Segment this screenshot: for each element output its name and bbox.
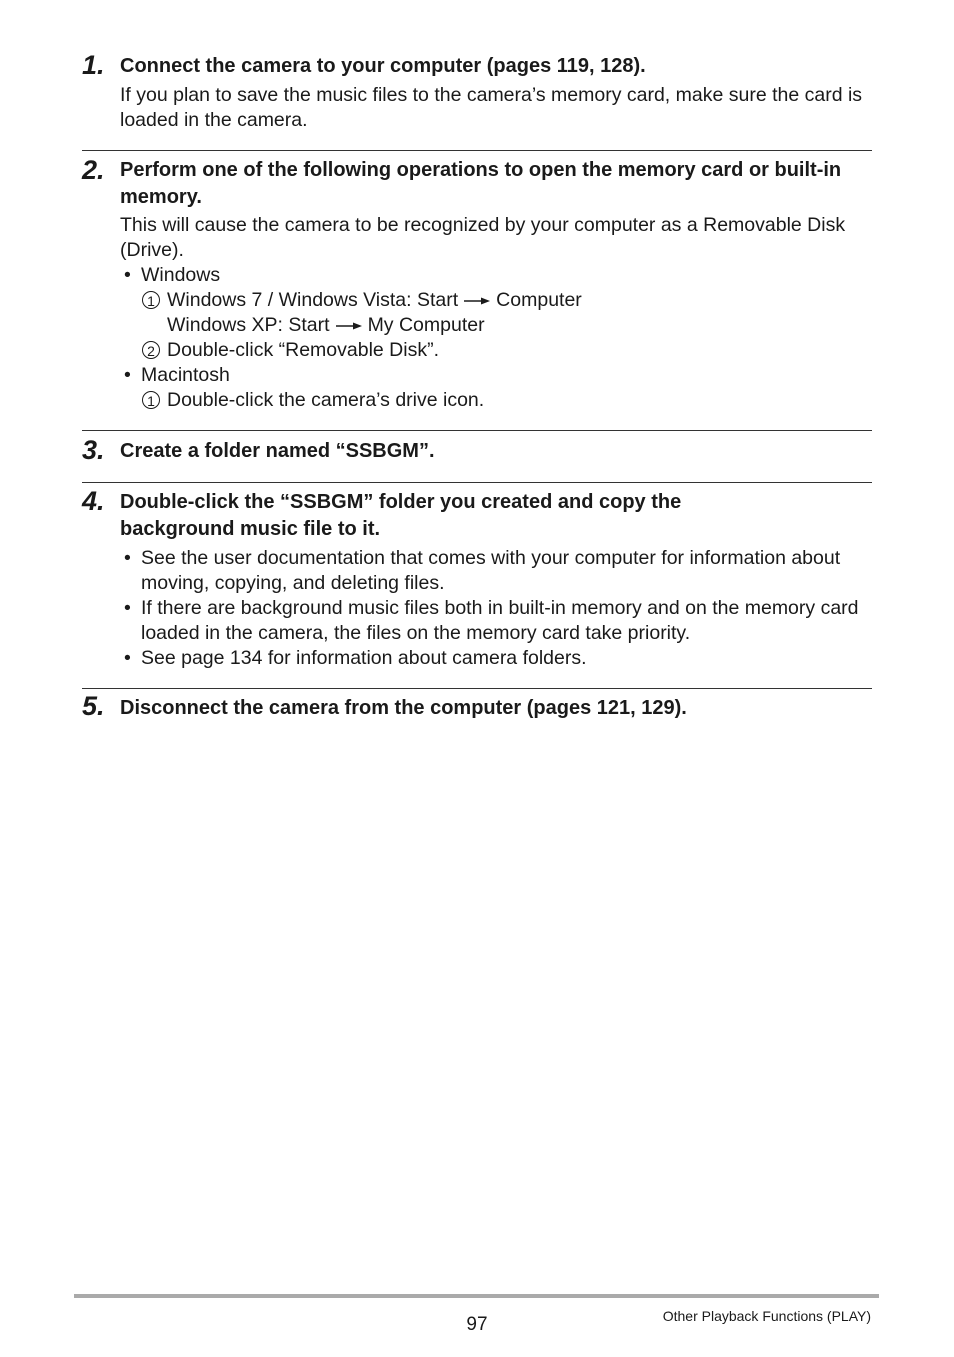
sub-step	[120, 288, 865, 313]
list-item	[120, 646, 865, 671]
footer-divider	[74, 1294, 879, 1298]
list-item	[120, 546, 865, 596]
page-number: 97	[466, 1314, 488, 1335]
sub-step	[120, 338, 865, 363]
step-body: This will cause the camera to be recognized by your computer as a Removable Disk (Drive).	[120, 214, 846, 261]
arrow-right-icon	[336, 321, 362, 331]
step-heading: Create a folder named “SSBGM”.	[120, 440, 435, 462]
list-item	[120, 596, 865, 646]
divider	[82, 150, 872, 151]
step-heading: Disconnect the camera from the computer (pages 121, 129).	[120, 697, 687, 719]
step-bullets	[120, 546, 865, 671]
bullet-dot: •	[124, 364, 131, 386]
step-body: If you plan to save the music files to the camera’s memory card, make sure the card is loaded in the camera.	[120, 84, 863, 131]
step-number: 1.	[82, 50, 105, 80]
list-item	[120, 363, 865, 388]
bullet-dot: •	[124, 547, 131, 569]
step-number: 4.	[82, 486, 105, 516]
step-heading: Double-click the “SSBGM” folder you created and copy the background music file to it.	[120, 491, 682, 540]
circled-number-icon: 2	[142, 341, 160, 359]
bullet-text: If there are background music files both in built-in memory and on the memory card loaded in the camera, the files on the memory card take priority.	[141, 597, 859, 644]
bullet-dot: •	[124, 264, 131, 286]
arrow-right-icon	[464, 296, 490, 306]
sub-step-text: Windows 7 / Windows Vista: Start	[167, 289, 459, 311]
step-heading: Perform one of the following operations to open the memory card or built-in memory.	[120, 159, 842, 208]
sub-step-text: Windows XP: Start	[167, 314, 330, 336]
circled-number-icon: 1	[142, 391, 160, 409]
bullet-text: See page 134 for information about camera folders.	[141, 647, 587, 669]
sub-step-target: My Computer	[367, 314, 485, 336]
bullet-text: See the user documentation that comes with your computer for information about moving, copying, and deleting files.	[141, 547, 841, 594]
section-title: Other Playback Functions (PLAY)	[662, 1308, 871, 1324]
step-number: 3.	[82, 435, 105, 465]
sub-step-target: Computer	[496, 289, 582, 311]
bullet-text: Macintosh	[141, 364, 230, 386]
divider	[82, 688, 872, 689]
list-item	[120, 263, 865, 288]
step-body-block	[120, 213, 865, 413]
sub-step-text: Double-click “Removable Disk”.	[167, 339, 439, 361]
bullet-dot: •	[124, 647, 131, 669]
circled-number-icon: 1	[142, 291, 160, 309]
divider	[82, 482, 872, 483]
sub-step	[120, 313, 865, 338]
bullet-dot: •	[124, 597, 131, 619]
divider	[82, 430, 872, 431]
sub-step	[120, 388, 865, 413]
sub-step-text: Double-click the camera’s drive icon.	[167, 389, 485, 411]
step-heading: Connect the camera to your computer (pages 119, 128).	[120, 55, 646, 77]
step-number: 5.	[82, 691, 105, 721]
bullet-text: Windows	[141, 264, 221, 286]
step-number: 2.	[82, 155, 105, 185]
